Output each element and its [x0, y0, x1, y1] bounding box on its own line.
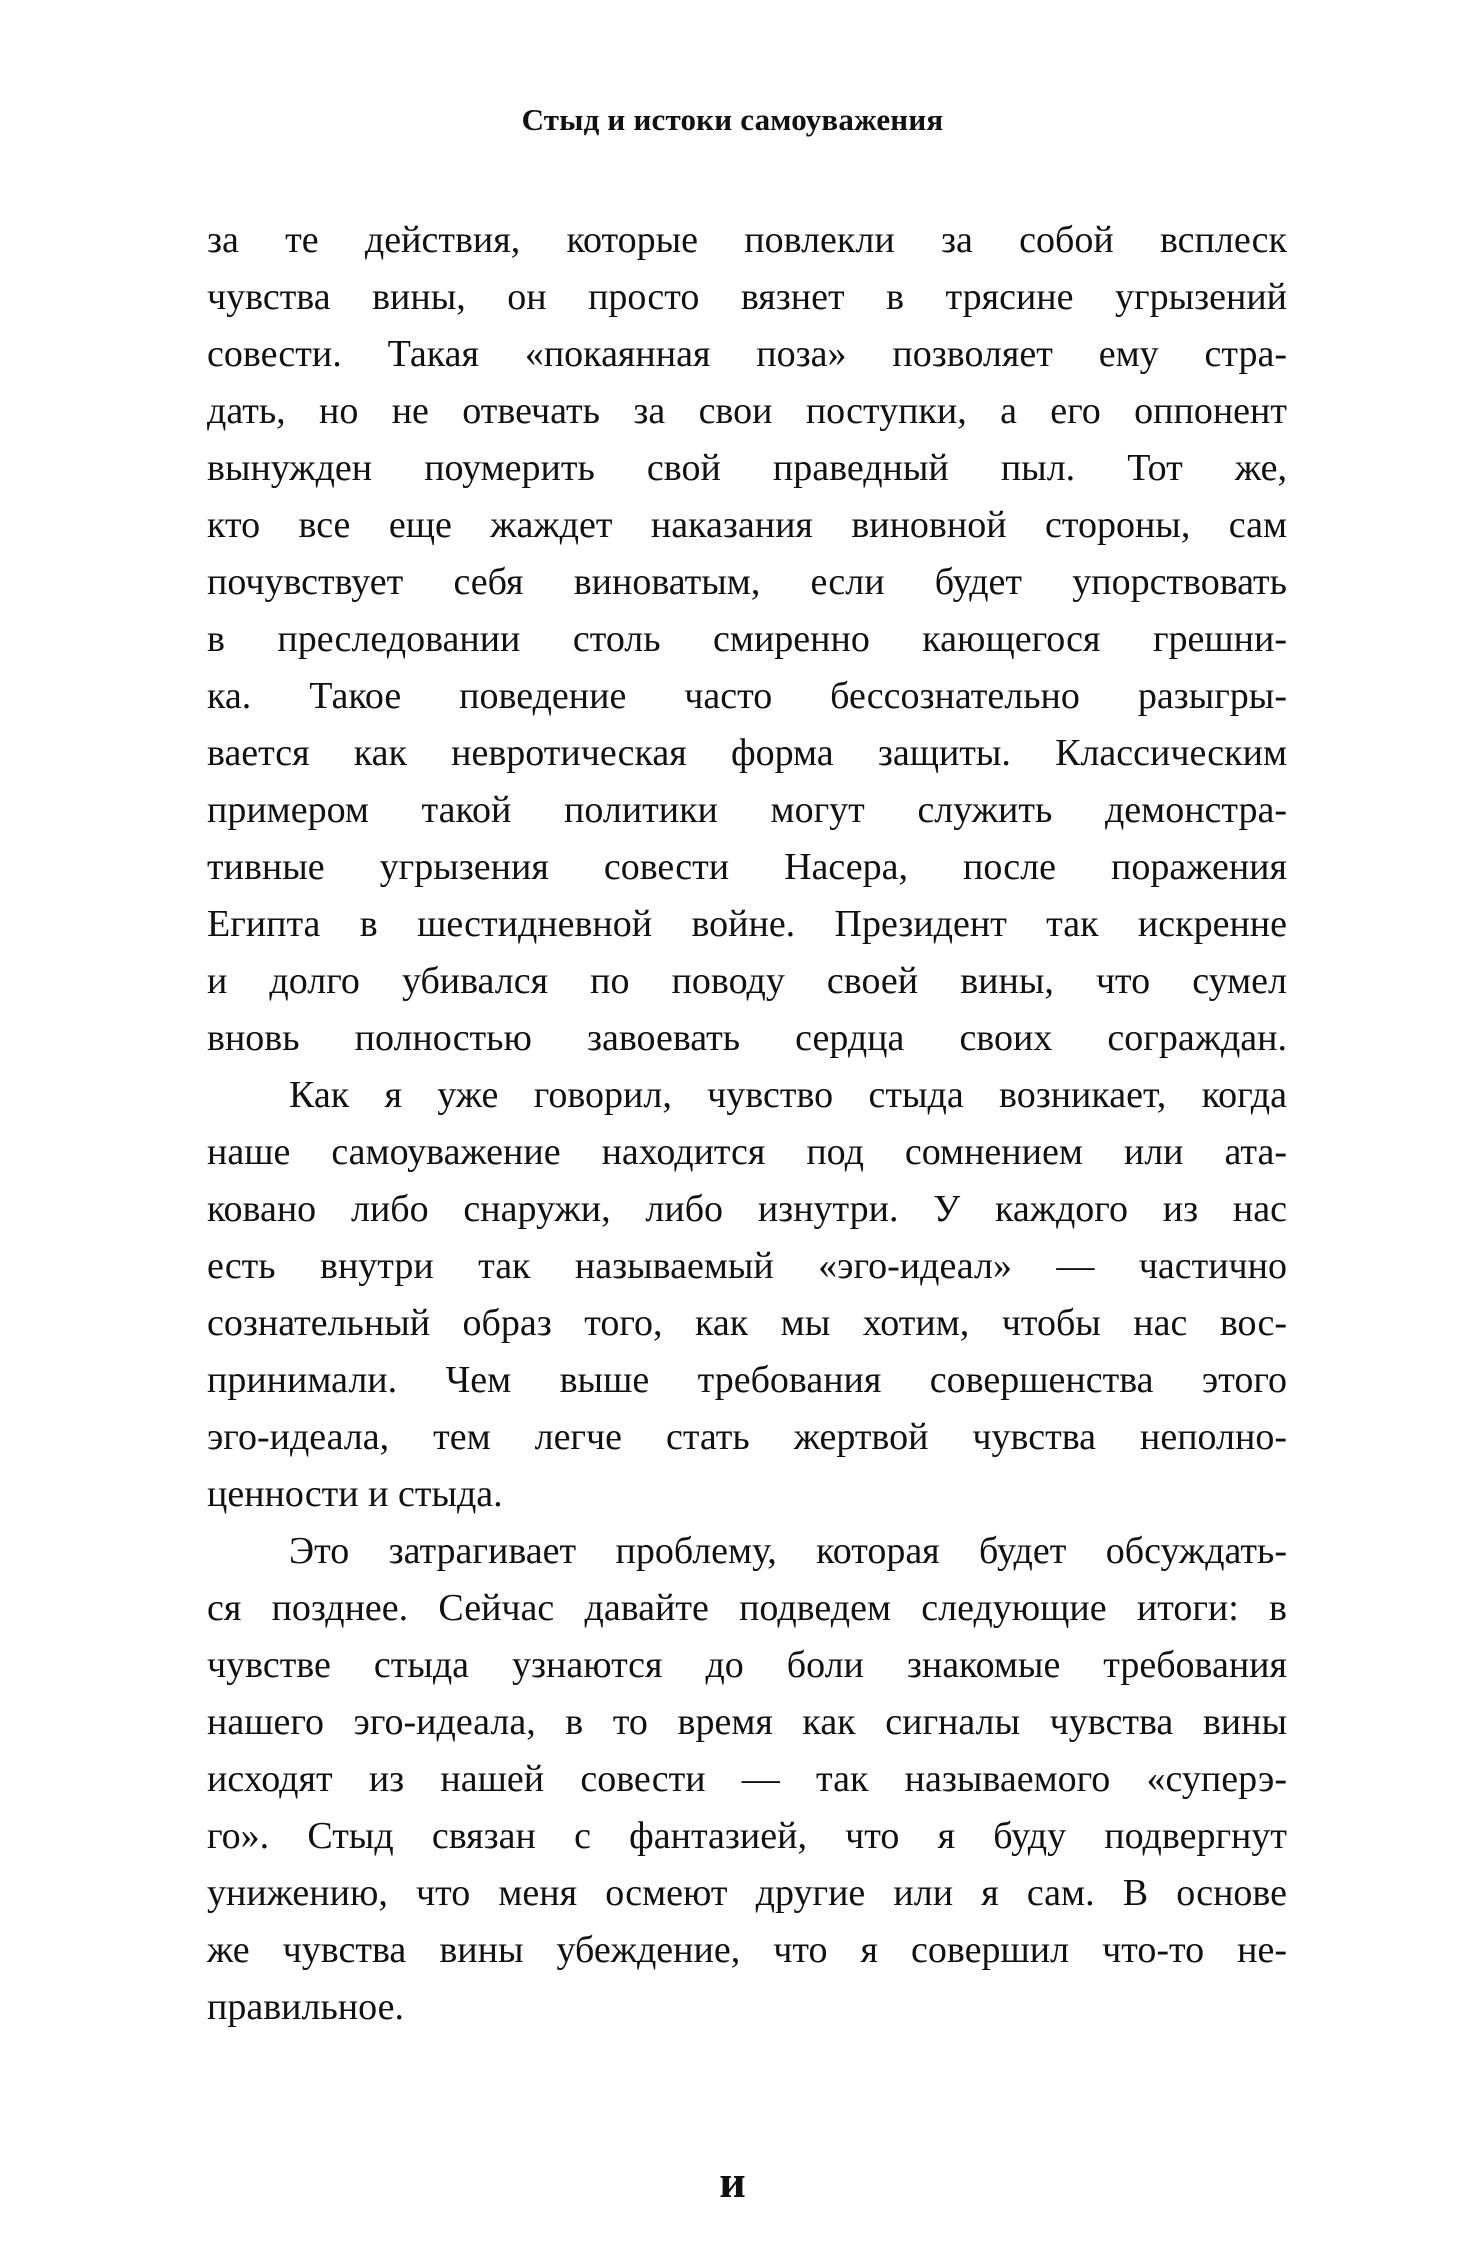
text-line: почувствует себя виноватым, если будет упорствовать [207, 561, 1287, 603]
text-line: совести. Такая «покаянная поза» позволяет ему стра- [207, 333, 1287, 375]
text-line: Египта в шестидневной войне. Президент так искренне [207, 903, 1287, 945]
paragraph-2 [207, 1067, 1287, 1523]
text-line: в преследовании столь смиренно кающегося грешни- [207, 618, 1287, 660]
text-line: ся позднее. Сейчас давайте подведем следующие итоги: в [207, 1587, 1287, 1629]
text-line: ковано либо снаружи, либо изнутри. У каждого из нас [207, 1188, 1287, 1230]
page-marker: и [719, 2156, 746, 2207]
paragraph-3 [207, 1523, 1287, 2036]
text-line: же чувства вины убеждение, что я совершил что-то не- [207, 1929, 1287, 1971]
text-line: наше самоуважение находится под сомнением или ата- [207, 1131, 1287, 1173]
text-line: чувстве стыда узнаются до боли знакомые требования [207, 1644, 1287, 1686]
text-line: сознательный образ того, как мы хотим, чтобы нас вос- [207, 1302, 1287, 1344]
text-line: вается как невротическая форма защиты. Классическим [207, 732, 1287, 774]
paragraph-1 [207, 212, 1287, 1067]
text-line: есть внутри так называемый «эго-идеал» — частично [207, 1245, 1287, 1287]
text-line: Как я уже говорил, чувство стыда возникает, когда [289, 1074, 1287, 1116]
text-line: и долго убивался по поводу своей вины, что сумел [207, 960, 1287, 1002]
text-line: ценности и стыда. [207, 1473, 503, 1515]
text-line: дать, но не отвечать за свои поступки, а его оппонент [207, 390, 1287, 432]
text-line: исходят из нашей совести — так называемого «суперэ- [207, 1758, 1287, 1800]
text-line: вновь полностью завоевать сердца своих сограждан. [207, 1017, 1287, 1059]
running-header-title: Стыд и истоки самоуважения [521, 102, 944, 137]
text-line: кто все еще жаждет наказания виновной стороны, сам [207, 504, 1287, 546]
text-line: Это затрагивает проблему, которая будет обсуждать- [289, 1530, 1287, 1572]
text-line: чувства вины, он просто вязнет в трясине угрызений [207, 276, 1287, 318]
text-line: го». Стыд связан с фантазией, что я буду подвергнут [207, 1815, 1287, 1857]
text-line: ка. Такое поведение часто бессознательно разыгры- [207, 675, 1287, 717]
text-line: примером такой политики могут служить демонстра- [207, 789, 1287, 831]
text-line: принимали. Чем выше требования совершенства этого [207, 1359, 1287, 1401]
text-line: эго-идеала, тем легче стать жертвой чувства неполно- [207, 1416, 1287, 1458]
text-line: вынужден поумерить свой праведный пыл. Тот же, [207, 447, 1287, 489]
text-line: за те действия, которые повлекли за собой всплеск [207, 219, 1287, 261]
body-text [207, 212, 1287, 2036]
text-line: унижению, что меня осмеют другие или я сам. В основе [207, 1872, 1287, 1914]
text-line: нашего эго-идеала, в то время как сигналы чувства вины [207, 1701, 1287, 1743]
text-line: правильное. [207, 1986, 404, 2028]
text-line: тивные угрызения совести Насера, после поражения [207, 846, 1287, 888]
